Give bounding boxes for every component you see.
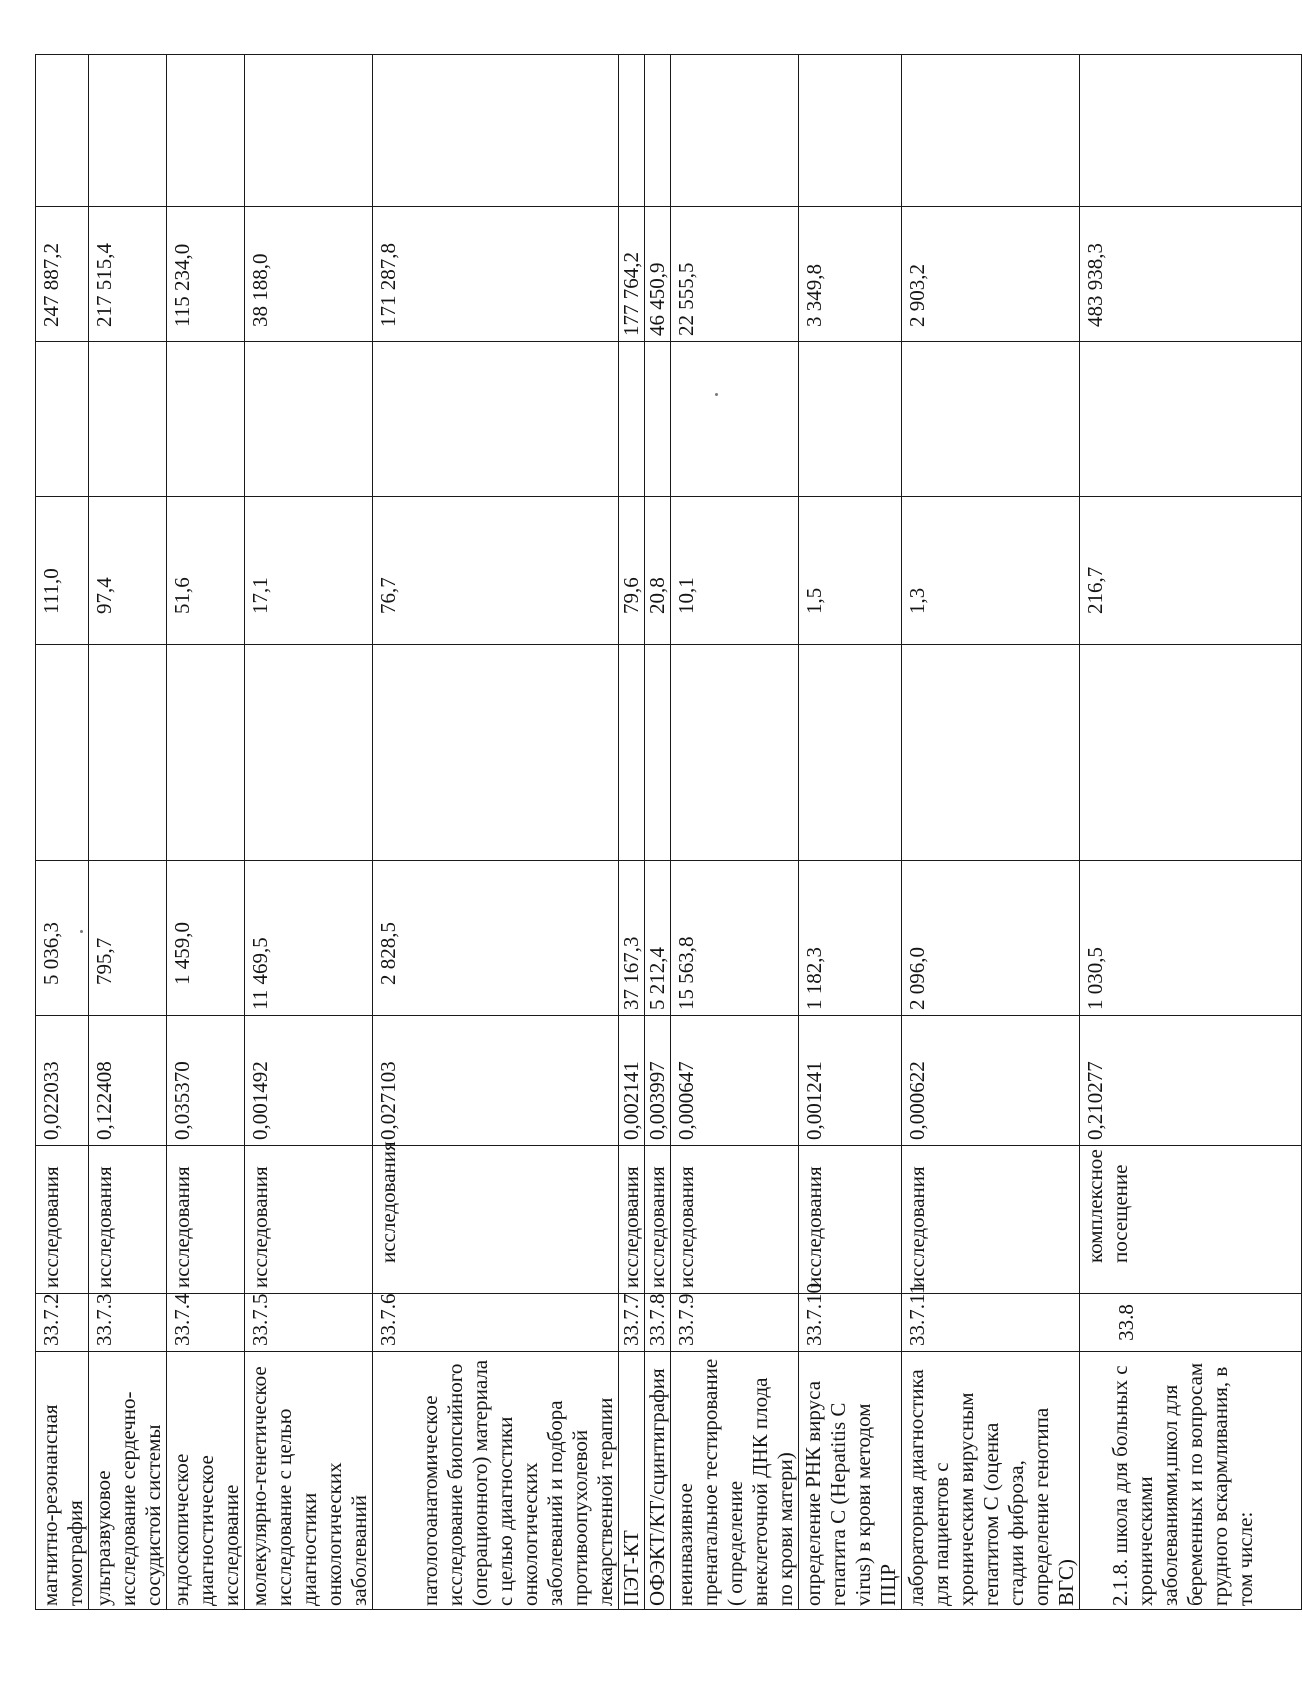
row-name: патологоанатомическое исследование биопсийного (операционного) материала с целью диагностики онкологических заболеваний и подбора противоопухолевой лекарственной терапии bbox=[373, 1352, 619, 1610]
row-code: 33.7.4 bbox=[167, 1294, 245, 1352]
row-last bbox=[671, 55, 799, 207]
row-code: 33.7.5 bbox=[245, 1294, 373, 1352]
row-value-1: 1,5 bbox=[799, 497, 902, 645]
row-value-1: 51,6 bbox=[167, 497, 245, 645]
row-code: 33.7.3 bbox=[89, 1294, 167, 1352]
rotated-table-container bbox=[35, 55, 1257, 1610]
row-blank bbox=[167, 645, 245, 861]
row-unit: исследования bbox=[671, 1146, 799, 1294]
row-norm: 0,002141 bbox=[619, 1016, 645, 1146]
row-value-2 bbox=[36, 342, 89, 497]
row-value-1: 76,7 bbox=[373, 497, 619, 645]
table-row bbox=[89, 55, 167, 1610]
row-norm: 0,122408 bbox=[89, 1016, 167, 1146]
row-name: ОФЭКТ/КТ/сцинтиграфия bbox=[645, 1352, 671, 1610]
row-last bbox=[645, 55, 671, 207]
table-row bbox=[671, 55, 799, 1610]
row-code: 33.7.6 bbox=[373, 1294, 619, 1352]
row-norm: 0,035370 bbox=[167, 1016, 245, 1146]
services-table bbox=[35, 54, 1302, 1610]
row-value-2 bbox=[902, 342, 1080, 497]
row-code: 33.7.11 bbox=[902, 1294, 1080, 1352]
row-unit: исследования bbox=[36, 1146, 89, 1294]
row-value-1: 79,6 bbox=[619, 497, 645, 645]
row-name: магнитно-резонансная томография bbox=[36, 1352, 89, 1610]
row-value-1: 10,1 bbox=[671, 497, 799, 645]
row-last bbox=[167, 55, 245, 207]
row-value-3: 38 188,0 bbox=[245, 207, 373, 342]
row-value-1: 111,0 bbox=[36, 497, 89, 645]
row-norm: 0,210277 bbox=[1080, 1016, 1302, 1146]
row-value-2 bbox=[373, 342, 619, 497]
table-row bbox=[799, 55, 902, 1610]
row-value-3: 3 349,8 bbox=[799, 207, 902, 342]
row-cost: 2 096,0 bbox=[902, 861, 1080, 1016]
table-row bbox=[1080, 55, 1302, 1610]
row-code: 33.7.8 bbox=[645, 1294, 671, 1352]
row-blank bbox=[799, 645, 902, 861]
row-name: ПЭТ-КТ bbox=[619, 1352, 645, 1610]
row-unit: комплексное посещение bbox=[1080, 1146, 1302, 1294]
row-value-1: 1,3 bbox=[902, 497, 1080, 645]
row-unit: исследования bbox=[645, 1146, 671, 1294]
table-row bbox=[36, 55, 89, 1610]
row-norm: 0,000647 bbox=[671, 1016, 799, 1146]
row-value-1: 20,8 bbox=[645, 497, 671, 645]
row-value-1: 97,4 bbox=[89, 497, 167, 645]
row-norm: 0,000622 bbox=[902, 1016, 1080, 1146]
row-norm: 0,027103 bbox=[373, 1016, 619, 1146]
row-value-3: 247 887,2 bbox=[36, 207, 89, 342]
row-last bbox=[89, 55, 167, 207]
row-value-3: 217 515,4 bbox=[89, 207, 167, 342]
table-row bbox=[373, 55, 619, 1610]
row-unit: исследования bbox=[619, 1146, 645, 1294]
row-last bbox=[36, 55, 89, 207]
row-code: 33.7.7 bbox=[619, 1294, 645, 1352]
row-value-2 bbox=[167, 342, 245, 497]
row-last bbox=[619, 55, 645, 207]
row-norm: 0,003997 bbox=[645, 1016, 671, 1146]
row-last bbox=[799, 55, 902, 207]
row-blank bbox=[89, 645, 167, 861]
row-norm: 0,001492 bbox=[245, 1016, 373, 1146]
row-name: лабораторная диагностика для пациентов с хроническим вирусным гепатитом С (оценка стадии фиброза, определение генотипа ВГС) bbox=[902, 1352, 1080, 1610]
table-row bbox=[902, 55, 1080, 1610]
row-value-2 bbox=[245, 342, 373, 497]
row-blank bbox=[645, 645, 671, 861]
row-value-3: 46 450,9 bbox=[645, 207, 671, 342]
row-cost: 5 036,3 bbox=[36, 861, 89, 1016]
row-cost: 15 563,8 bbox=[671, 861, 799, 1016]
table-row bbox=[167, 55, 245, 1610]
row-blank bbox=[671, 645, 799, 861]
row-value-3: 483 938,3 bbox=[1080, 207, 1302, 342]
row-name: эндоскопическое диагностическое исследование bbox=[167, 1352, 245, 1610]
row-last bbox=[1080, 55, 1302, 207]
row-value-3: 177 764,2 bbox=[619, 207, 645, 342]
row-unit: исследования bbox=[167, 1146, 245, 1294]
row-value-1: 216,7 bbox=[1080, 497, 1302, 645]
row-cost: 1 182,3 bbox=[799, 861, 902, 1016]
row-name: молекулярно-генетическое исследование с целью диагностики онкологических заболеваний bbox=[245, 1352, 373, 1610]
table-row bbox=[645, 55, 671, 1610]
row-unit: исследования bbox=[245, 1146, 373, 1294]
row-unit: исследования bbox=[902, 1146, 1080, 1294]
row-code: 33.7.9 bbox=[671, 1294, 799, 1352]
row-blank bbox=[1080, 645, 1302, 861]
row-code: 33.7.10 bbox=[799, 1294, 902, 1352]
row-value-2 bbox=[645, 342, 671, 497]
row-value-2 bbox=[89, 342, 167, 497]
row-value-3: 115 234,0 bbox=[167, 207, 245, 342]
row-last bbox=[373, 55, 619, 207]
row-blank bbox=[245, 645, 373, 861]
row-cost: 795,7 bbox=[89, 861, 167, 1016]
row-blank bbox=[619, 645, 645, 861]
row-cost: 5 212,4 bbox=[645, 861, 671, 1016]
row-blank bbox=[36, 645, 89, 861]
row-blank bbox=[373, 645, 619, 861]
row-cost: 11 469,5 bbox=[245, 861, 373, 1016]
row-value-2 bbox=[799, 342, 902, 497]
row-last bbox=[245, 55, 373, 207]
row-value-3: 2 903,2 bbox=[902, 207, 1080, 342]
row-name: 2.1.8. школа для больных с хроническими заболеваниями,школ для беременных и по вопросам грудного вскармливания, в том числе: bbox=[1080, 1352, 1302, 1610]
row-unit: исследования bbox=[799, 1146, 902, 1294]
row-unit: исследования bbox=[373, 1146, 619, 1294]
row-blank bbox=[902, 645, 1080, 861]
row-value-1: 17,1 bbox=[245, 497, 373, 645]
row-cost: 1 030,5 bbox=[1080, 861, 1302, 1016]
row-value-2 bbox=[1080, 342, 1302, 497]
row-last bbox=[902, 55, 1080, 207]
table-row bbox=[245, 55, 373, 1610]
row-name: неинвазивное пренатальное тестирование ( определение внеклеточной ДНК плода по крови матери) bbox=[671, 1352, 799, 1610]
row-value-2 bbox=[619, 342, 645, 497]
row-value-2 bbox=[671, 342, 799, 497]
row-value-3: 22 555,5 bbox=[671, 207, 799, 342]
row-cost: 37 167,3 bbox=[619, 861, 645, 1016]
row-norm: 0,001241 bbox=[799, 1016, 902, 1146]
row-code: 33.8 bbox=[1080, 1294, 1302, 1352]
row-cost: 1 459,0 bbox=[167, 861, 245, 1016]
row-name: определение РНК вируса гепатита С (Hepatitis C virus) в крови методом ПЦР bbox=[799, 1352, 902, 1610]
row-unit: исследования bbox=[89, 1146, 167, 1294]
table-row bbox=[619, 55, 645, 1610]
row-cost: 2 828,5 bbox=[373, 861, 619, 1016]
row-name: ультразвуковое исследование сердечно-сосудистой системы bbox=[89, 1352, 167, 1610]
row-code: 33.7.2 bbox=[36, 1294, 89, 1352]
row-norm: 0,022033 bbox=[36, 1016, 89, 1146]
row-value-3: 171 287,8 bbox=[373, 207, 619, 342]
